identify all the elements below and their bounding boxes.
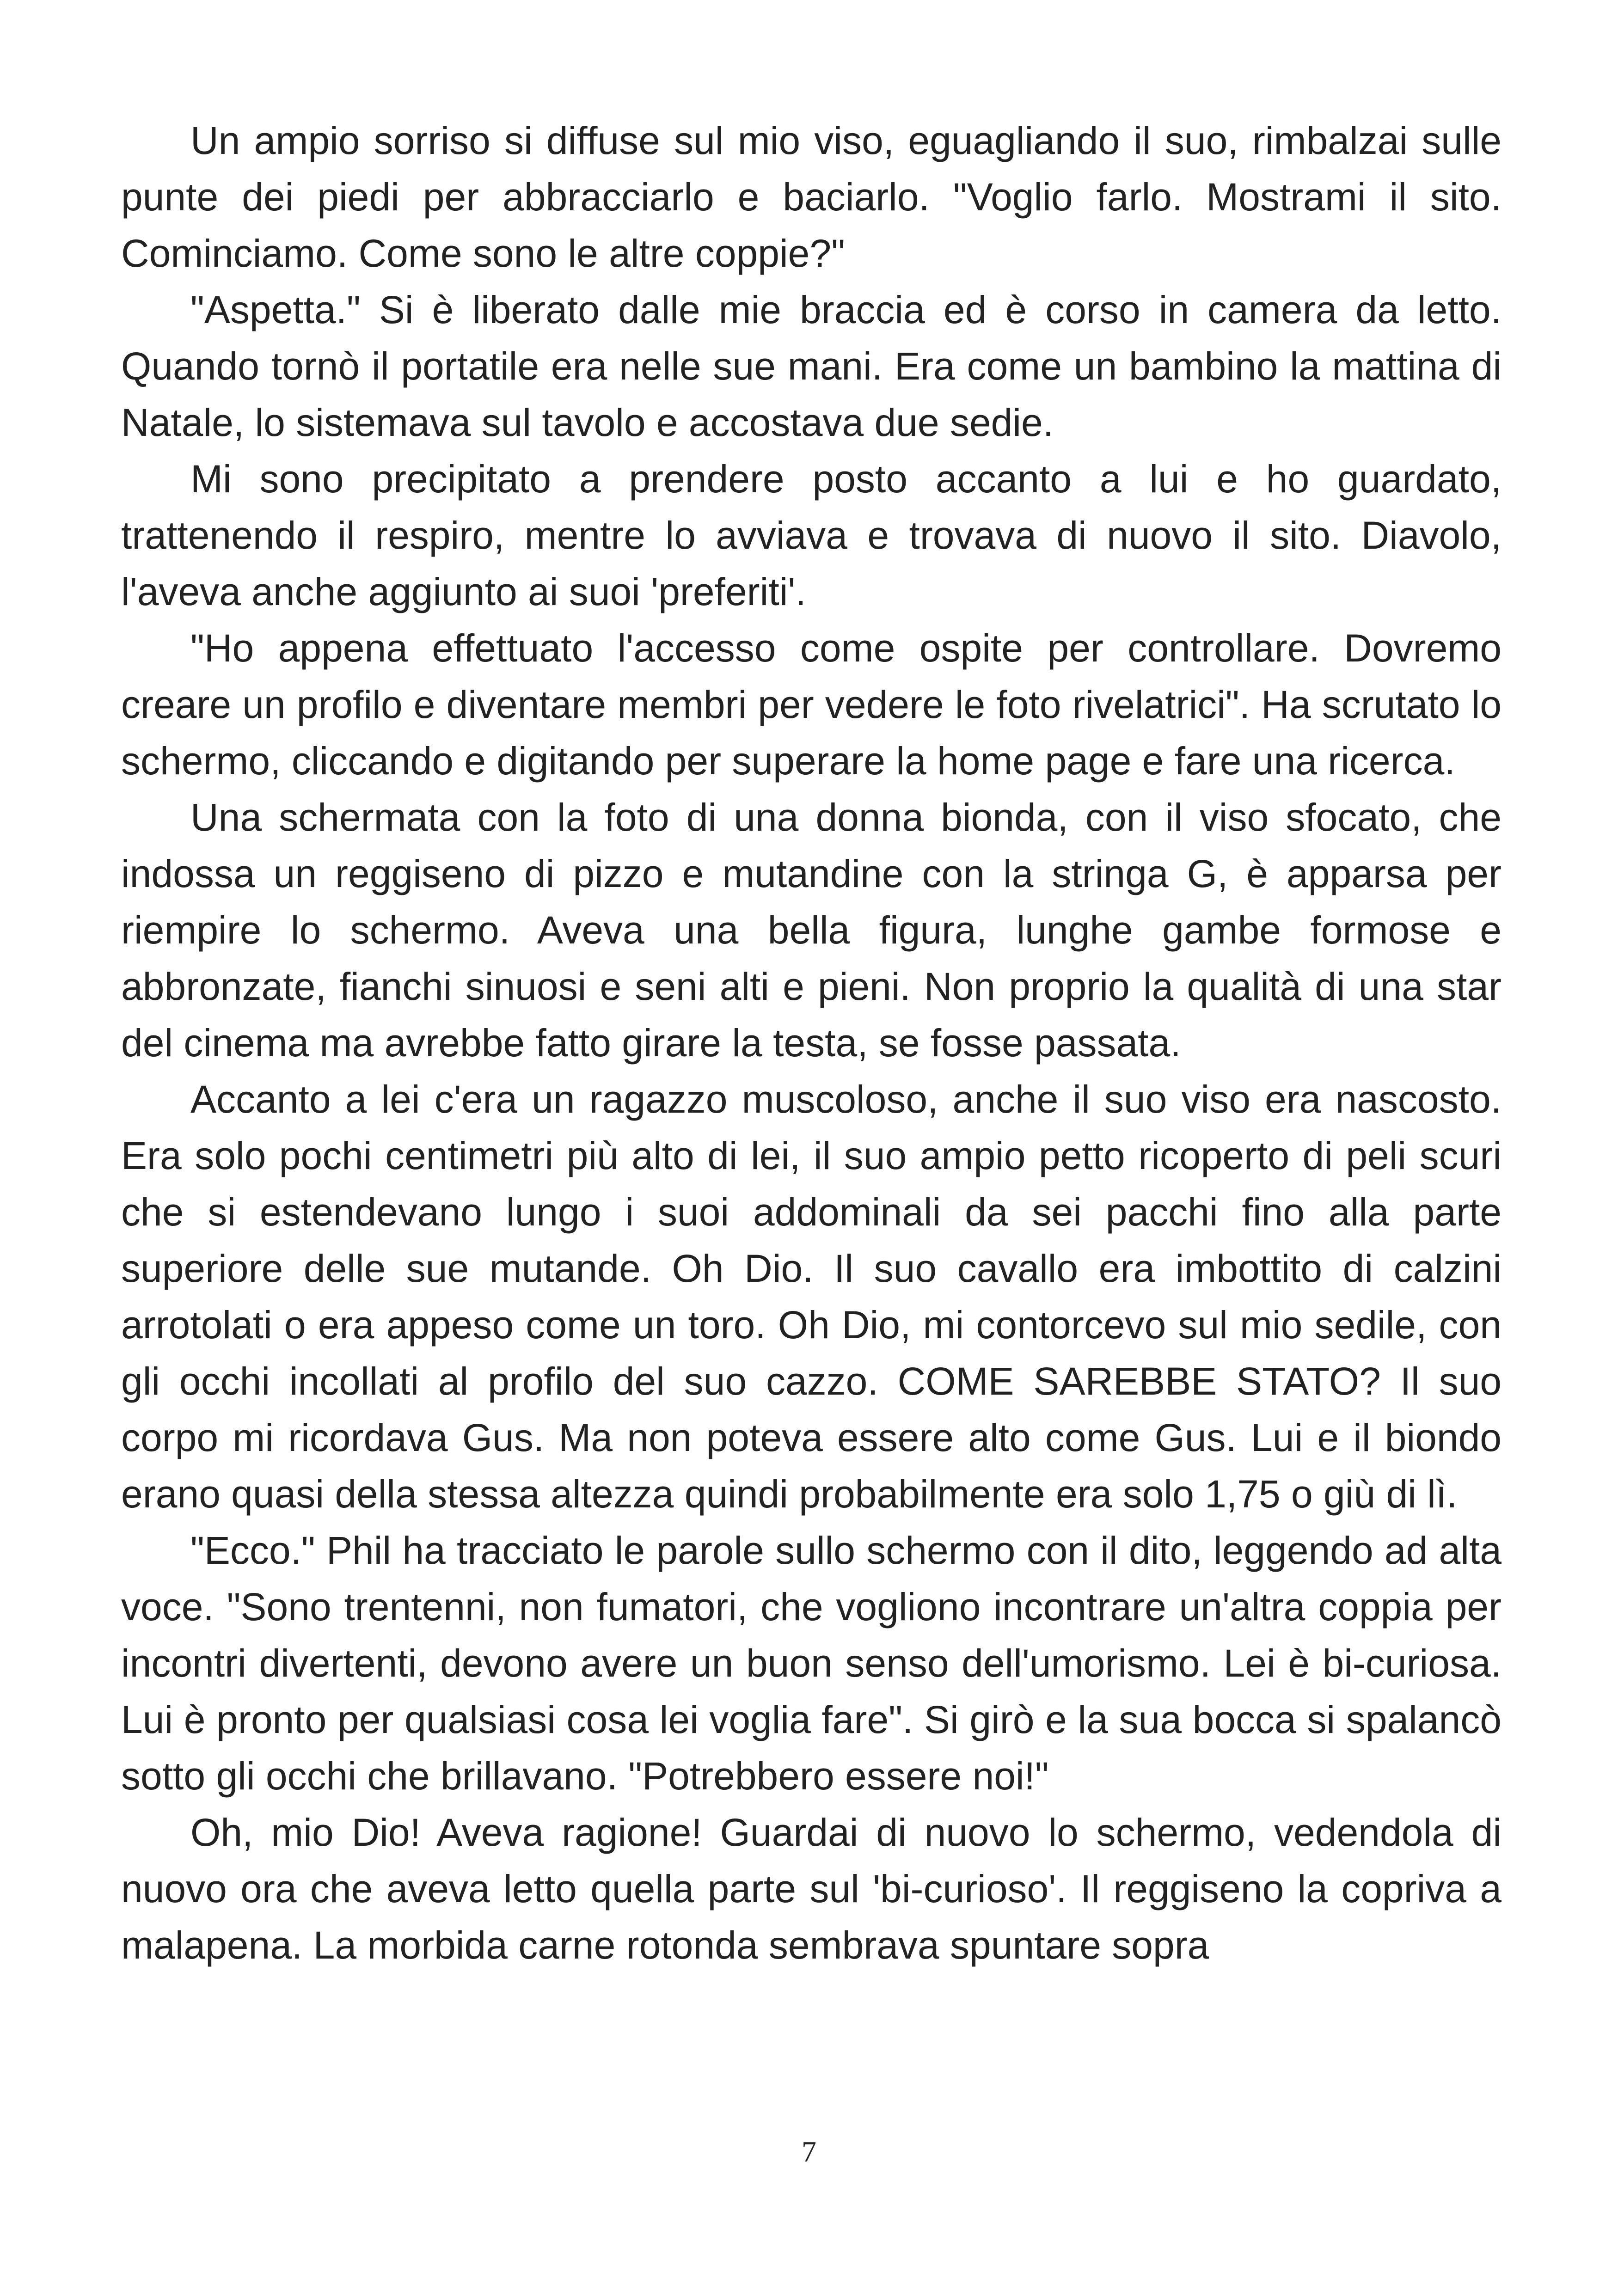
paragraph: Oh, mio Dio! Aveva ragione! Guardai di nuovo lo schermo, vedendola di nuovo ora che aveva letto quella parte sul 'bi-curioso'. Il reggiseno la copriva a malapena. La morbida carne rotonda sembrava spuntare sopra — [121, 1811, 1502, 1967]
body-text — [121, 112, 1502, 1973]
paragraph: "Ho appena effettuato l'accesso come ospite per controllare. Dovremo creare un profilo e diventare membri per vedere le foto rivelatrici". Ha scrutato lo schermo, cliccando e digitando per superare la home page e fare una ricerca. — [121, 626, 1502, 783]
paragraph: Una schermata con la foto di una donna bionda, con il viso sfocato, che indossa un reggiseno di pizzo e mutandine con la stringa G, è apparsa per riempire lo schermo. Aveva una bella figura, lunghe gambe formose e abbronzate, fianchi sinuosi e seni alti e pieni. Non proprio la qualità di una star del cinema ma avrebbe fatto girare la testa, se fosse passata. — [121, 796, 1502, 1065]
paragraph: "Ecco." Phil ha tracciato le parole sullo schermo con il dito, leggendo ad alta voce. "Sono trentenni, non fumatori, che vogliono incontrare un'altra coppia per incontri divertenti, devono avere un buon senso dell'umorismo. Lei è bi-curiosa. Lui è pronto per qualsiasi cosa lei voglia fare". Si girò e la sua bocca si spalancò sotto gli occhi che brillavano. "Potrebbero essere noi!" — [121, 1529, 1502, 1798]
paragraph: "Aspetta." Si è liberato dalle mie braccia ed è corso in camera da letto. Quando tornò il portatile era nelle sue mani. Era come un bambino la mattina di Natale, lo sistemava sul tavolo e accostava due sedie. — [121, 288, 1502, 444]
paragraph: Un ampio sorriso si diffuse sul mio viso, eguagliando il suo, rimbalzai sulle punte dei piedi per abbracciarlo e baciarlo. "Voglio farlo. Mostrami il sito. Cominciamo. Come sono le altre coppie?" — [121, 119, 1502, 275]
paragraph: Mi sono precipitato a prendere posto accanto a lui e ho guardato, trattenendo il respiro, mentre lo avviava e trovava di nuovo il sito. Diavolo, l'aveva anche aggiunto ai suoi 'preferiti'. — [121, 457, 1502, 613]
paragraph: Accanto a lei c'era un ragazzo muscoloso, anche il suo viso era nascosto. Era solo pochi centimetri più alto di lei, il suo ampio petto ricoperto di peli scuri che si estendevano lungo i suoi addominali da sei pacchi fino alla parte superiore delle sue mutande. Oh Dio. Il suo cavallo era imbottito di calzini arrotolati o era appeso come un toro. Oh Dio, mi contorcevo sul mio sedile, con gli occhi incollati al profilo del suo cazzo. COME SAREBBE STATO? Il suo corpo mi ricordava Gus. Ma non poteva essere alto come Gus. Lui e il biondo erano quasi della stessa altezza quindi probabilmente era solo 1,75 o giù di lì. — [121, 1078, 1502, 1516]
page-number: 7 — [802, 2135, 816, 2168]
